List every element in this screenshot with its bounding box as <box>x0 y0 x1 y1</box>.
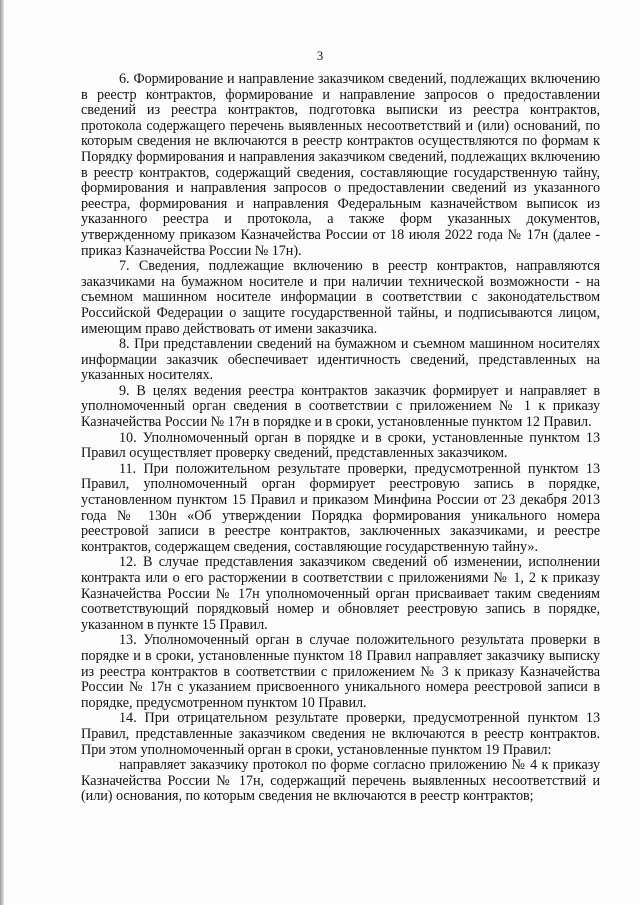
paragraph-14-subitem: направляет заказчику протокол по форме согласно приложению № 4 к приказу Казначейства России № 17н, содержащий перечень выявленных несоответствий и (или) основания, по которым сведения не включаются в реестр контрактов; <box>81 757 600 805</box>
paragraph-13: 13. Уполномоченный орган в случае положительного результата проверки в порядке и в сроки, установленные пунктом 18 Правил направляет заказчику выписку из реестра контрактов в соответствии с приложением № 3 к приказу Казначейства России № 17н с указанием присвоенного уникального номера реестровой записи в порядке, предусмотренном пунктом 10 Правил. <box>81 632 600 711</box>
paragraph-6: 6. Формирование и направление заказчиком сведений, подлежащих включению в реестр контрактов, формирование и направление запросов о предоставлении сведений из реестра контрактов, подготовка выписки из реестра контрактов, протокола содержащего перечень выявленных несоответствий и (или) оснований, по которым сведения не включаются в реестр контрактов осуществляются по формам к Порядку формирования и направления заказчиком сведений, подлежащих включению в реестр контрактов, содержащий сведения, составляющие государственную тайну, формирования и направления запросов о предоставлении сведений из указанного реестра, формирования и направления Федеральным казначейством выписок из указанного реестра и протокола, а также форм указанных документов, утвержденному приказом Казначейства России от 18 июля 2022 года № 17н (далее - приказ Казначейства России № 17н). <box>81 71 600 259</box>
paragraph-10: 10. Уполномоченный орган в порядке и в сроки, установленные пунктом 13 Правил осуществляет проверку сведений, представленных заказчиком. <box>81 429 600 462</box>
scan-edge <box>0 0 4 905</box>
page-number: 3 <box>316 48 324 63</box>
document-body <box>81 72 600 805</box>
paragraph-8: 8. При представлении сведений на бумажном и съемном машинном носителях информации заказчик обеспечивает идентичность сведений, представленных на указанных носителях. <box>81 336 600 384</box>
paragraph-7: 7. Сведения, подлежащие включению в реестр контрактов, направляются заказчиками на бумажном носителе и при наличии технической возможности - на съемном машинном носителе информации в соответствии с законодательством Российской Федерации о защите государственной тайны, и подписываются лицом, имеющим право действовать от имени заказчика. <box>81 258 600 337</box>
paragraph-9: 9. В целях ведения реестра контрактов заказчик формирует и направляет в уполномоченный орган сведения в соответствии с приложением № 1 к приказу Казначейства России № 17н в порядке и в сроки, установленные пунктом 12 Правил. <box>81 382 600 431</box>
paragraph-11: 11. При положительном результате проверки, предусмотренной пунктом 13 Правил, уполномоченный орган формирует реестровую запись в порядке, установленном пунктом 15 Правил и приказом Минфина России от 23 декабря 2013 года № 130н «Об утверждении Порядка формирования уникального номера реестровой записи в реестре контрактов, заключенных заказчиками, и реестре контрактов, содержащем сведения, составляющие государственную тайну». <box>81 460 600 555</box>
paragraph-14: 14. При отрицательном результате проверки, предусмотренной пунктом 13 Правил, представленные заказчиком сведения не включаются в реестр контрактов. При этом уполномоченный орган в сроки, установленные пунктом 19 Правил: <box>81 710 600 758</box>
paragraph-12: 12. В случае представления заказчиком сведений об изменении, исполнении контракта или о его расторжении в соответствии с приложениями № 1, 2 к приказу Казначейства России № 17н уполномоченный орган присваивает таким сведениям соответствующий порядковый номер и обновляет реестровую запись в порядке, указанном в пункте 15 Правил. <box>81 554 600 633</box>
